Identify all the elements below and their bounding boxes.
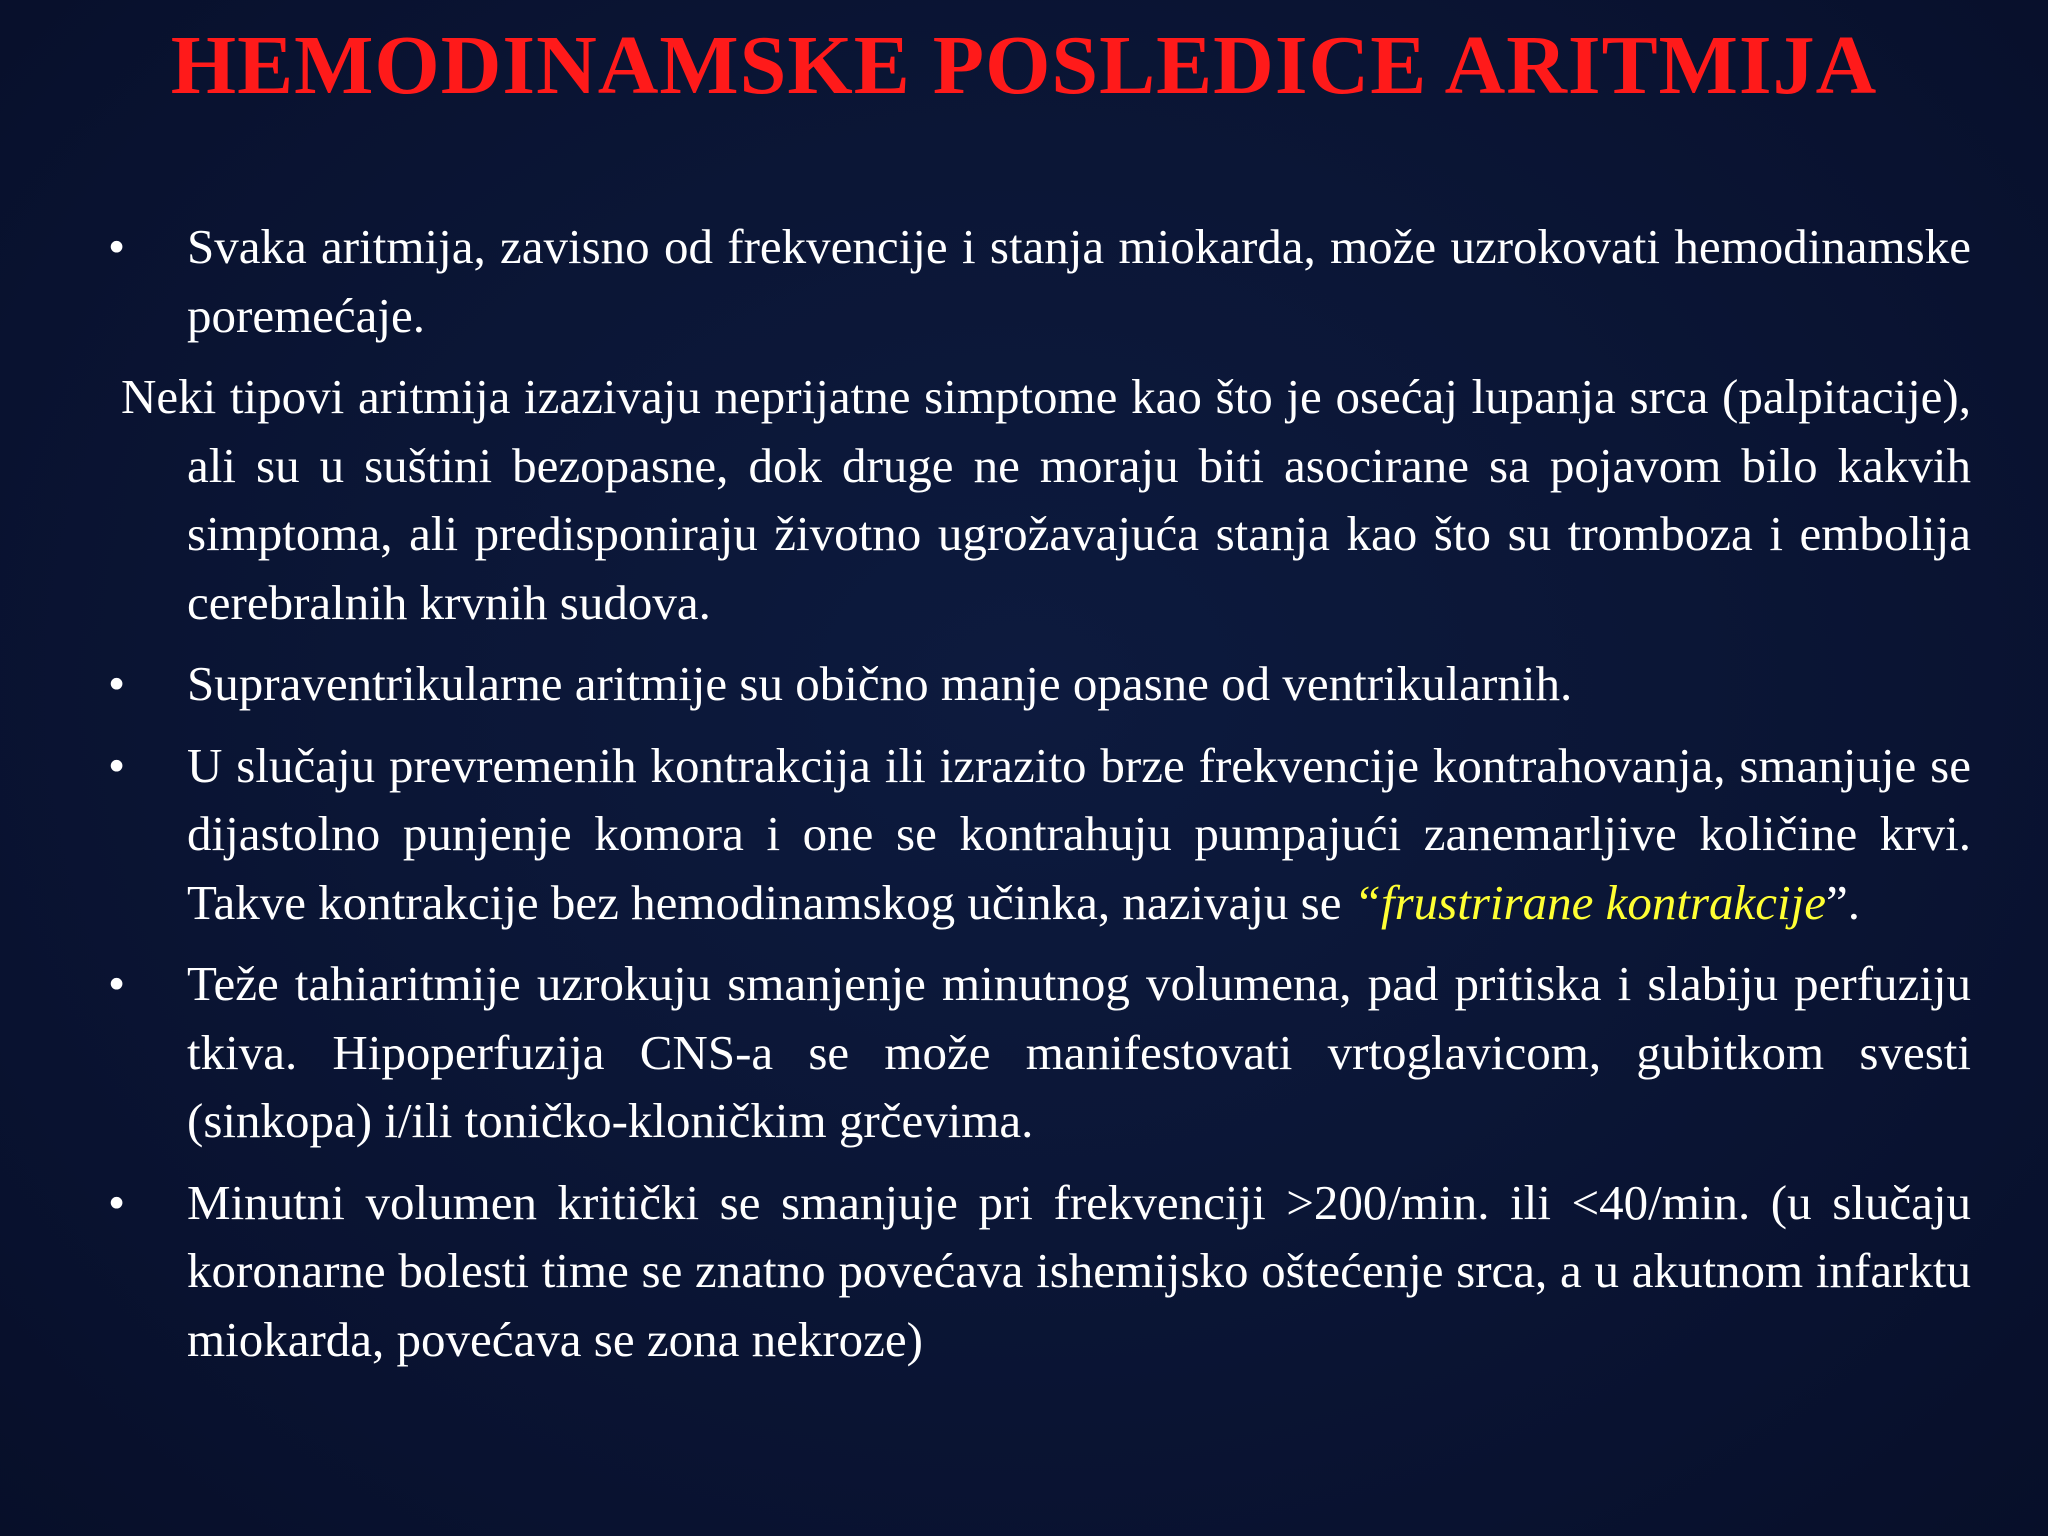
bullet-text xyxy=(187,732,1971,938)
plain-paragraph xyxy=(108,363,1971,637)
bullet-item-2 xyxy=(108,650,1971,719)
slide-title: HEMODINAMSKE POSLEDICE ARITMIJA xyxy=(170,19,1878,112)
bullet-icon: • xyxy=(108,1174,126,1230)
bullet-text-start: U slučaju prevremenih kontrakcija ili izrazito brze frekvencije kontrahovanja, smanjuje se dijastolno punjenje komora i one se kontrahuju pumpajući zanemarljive količine krvi. Takve kontrakcije bez hemodinamskog učinka, nazivaju se xyxy=(187,737,1971,930)
paragraph-text: Neki tipovi aritmija izazivaju neprijatne simptome kao što je osećaj lupanja srca (palpitacije), ali su u suštini bezopasne, dok druge ne moraju biti asocirane sa pojavom bilo kakvih simptoma, ali predisponiraju životno ugrožavajuća stanja kao što su tromboza i embolija cerebralnih krvnih sudova. xyxy=(121,369,1971,630)
bullet-icon: • xyxy=(108,219,126,274)
highlighted-term: “frustrirane kontrakcije xyxy=(1353,874,1826,930)
bullet-item-1 xyxy=(108,213,1971,350)
bullet-icon: • xyxy=(108,956,126,1011)
bullet-text: Teže tahiaritmije uzrokuju smanjenje minutnog volumena, pad pritiska i slabiju perfuziju tkiva. Hipoperfuzija CNS-a se može manifestovati vrtoglavicom, gubitkom svesti (sinkopa) i/ili toničko-kloničkim grčevima. xyxy=(187,956,1971,1148)
bullet-item-5 xyxy=(108,1169,1971,1375)
bullet-item-4 xyxy=(108,950,1971,1156)
bullet-icon: • xyxy=(108,737,126,793)
bullet-text: Svaka aritmija, zavisno od frekvencije i stanja miokarda, može uzrokovati hemodinamske poremećaje. xyxy=(187,219,1971,343)
bullet-text-end: ”. xyxy=(1826,874,1860,930)
bullet-text: Minutni volumen kritički se smanjuje pri frekvenciji >200/min. ili <40/min. (u slučaju koronarne bolesti time se znatno povećava ishemijsko oštećenje srca, a u akutnom infarktu miokarda, povećava se zona nekroze) xyxy=(187,1174,1971,1367)
bullet-icon: • xyxy=(108,656,126,711)
slide-body xyxy=(108,213,1971,1387)
bullet-item-3 xyxy=(108,732,1971,938)
bullet-text: Supraventrikularne aritmije su obično manje opasne od ventrikularnih. xyxy=(187,656,1573,711)
